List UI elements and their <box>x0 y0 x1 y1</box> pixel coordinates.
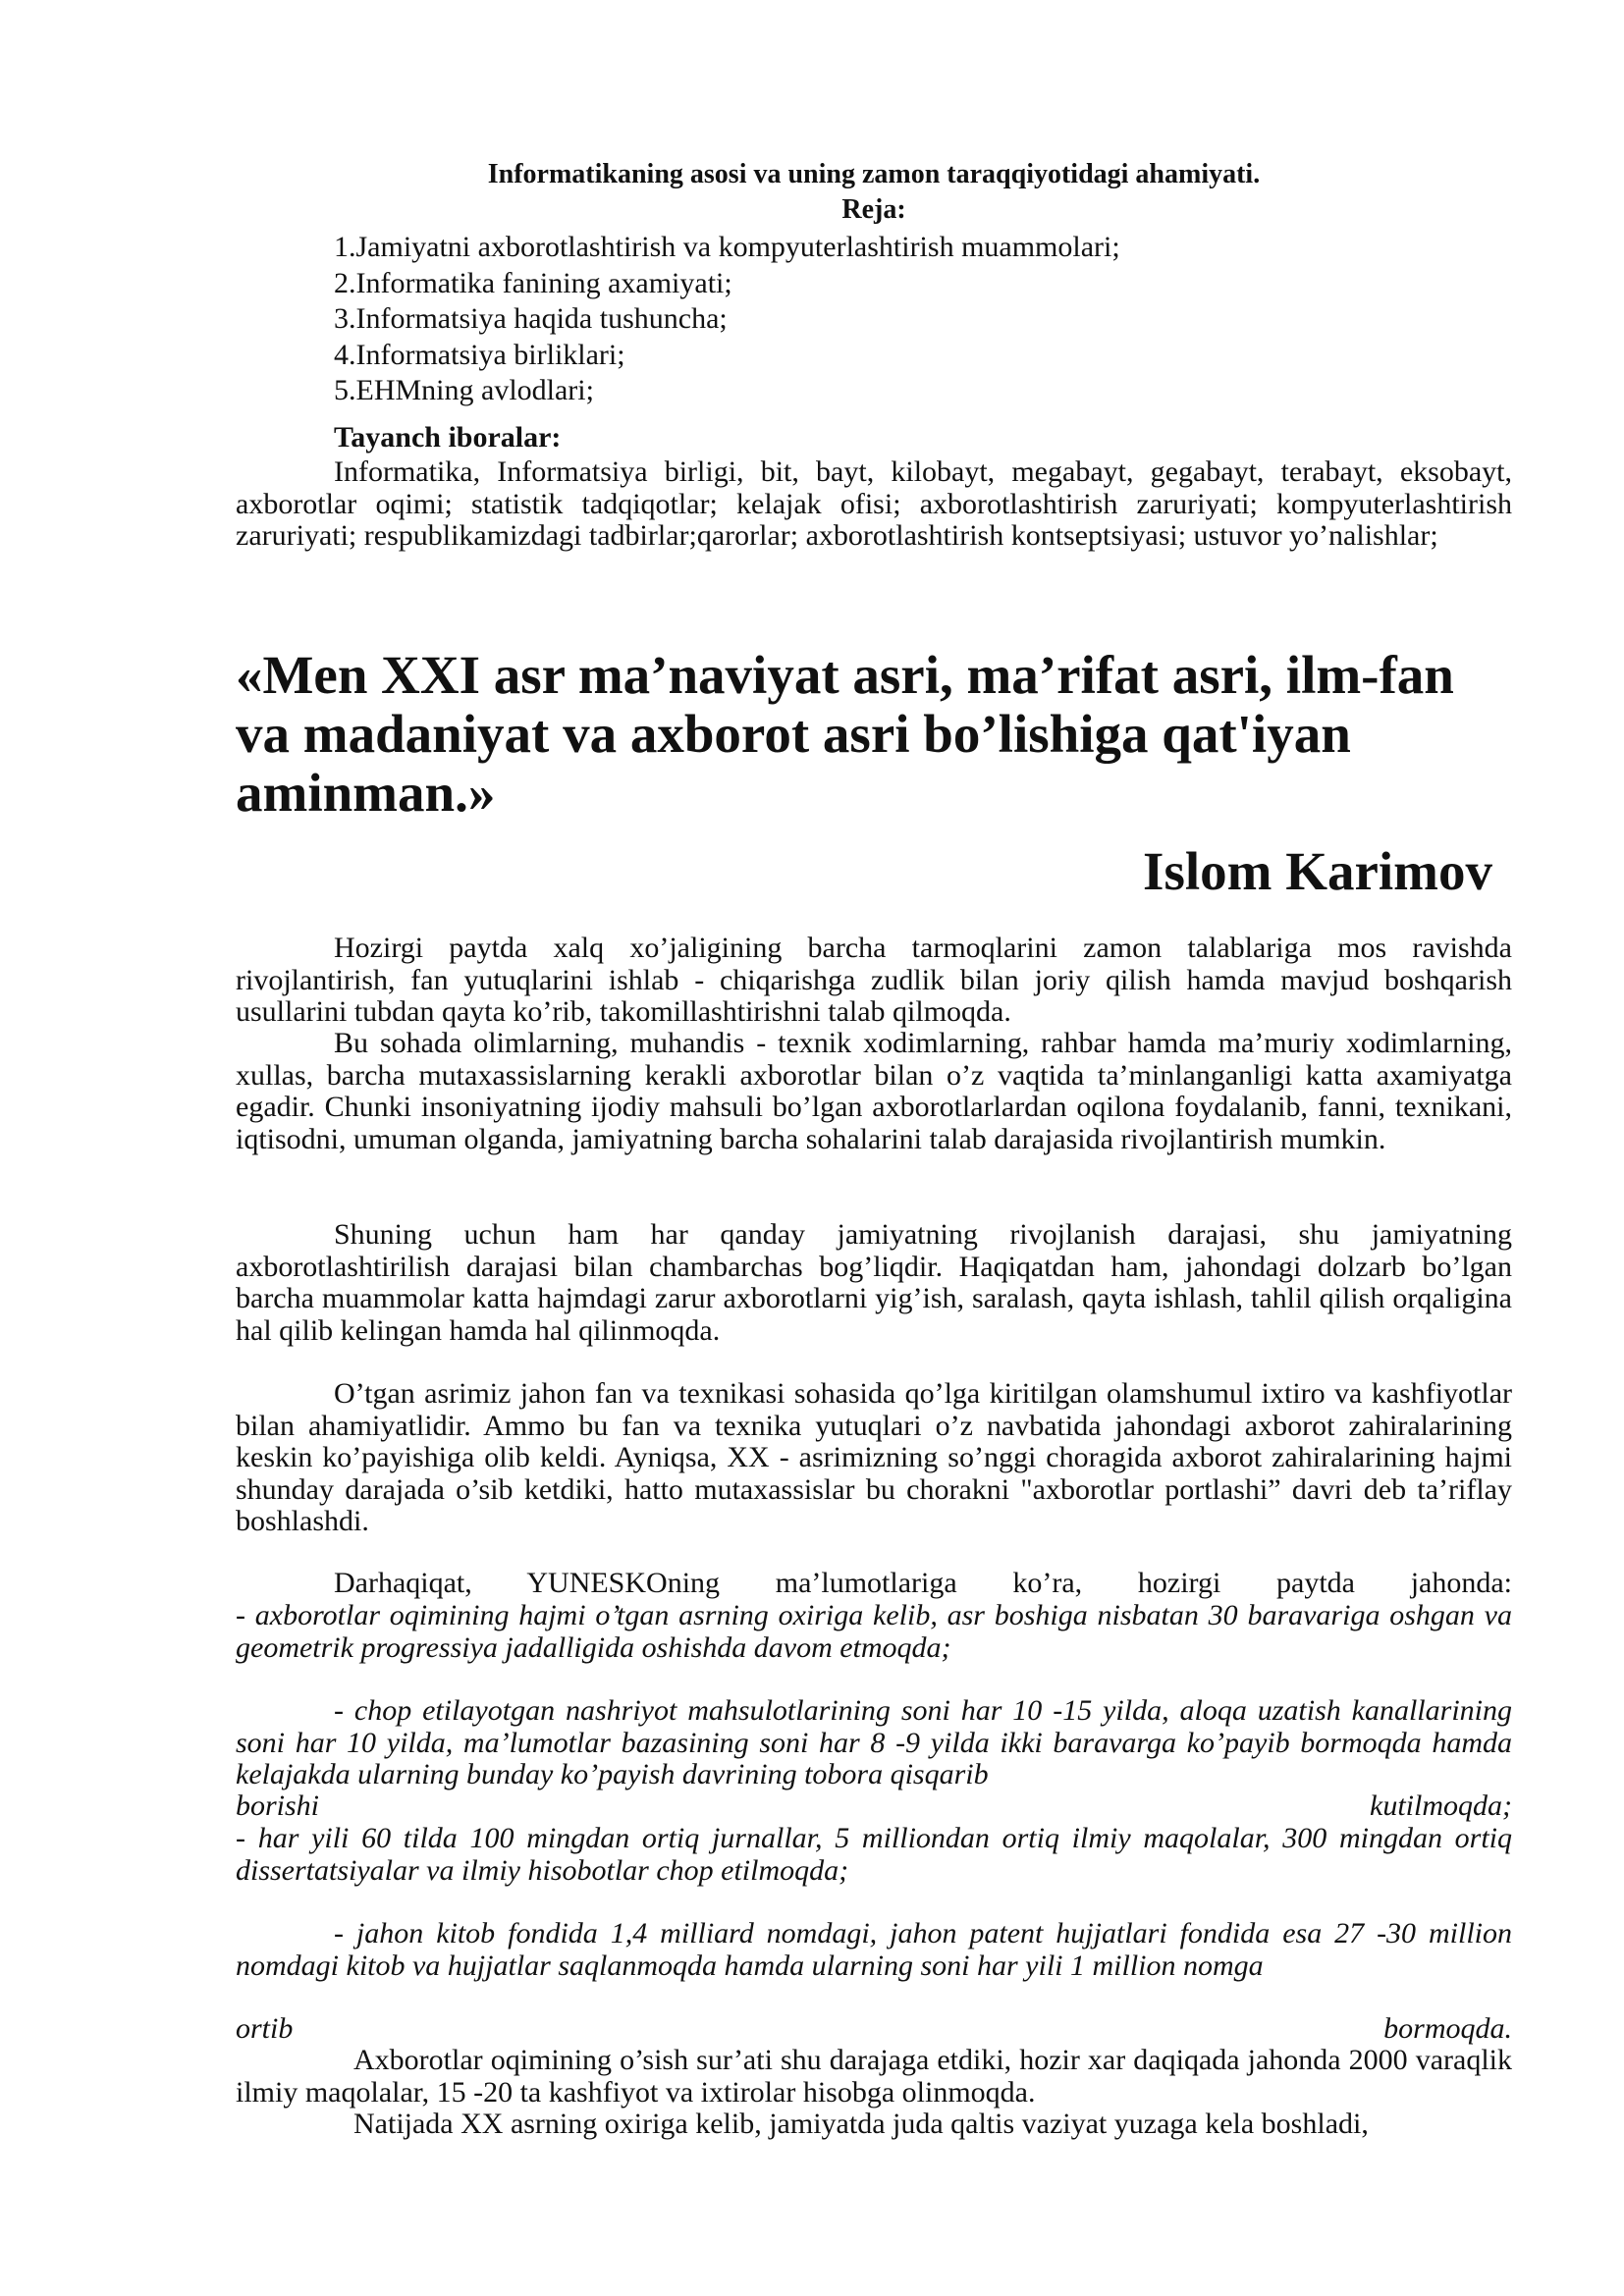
body-paragraph: Axborotlar oqimining o’sish sur’ati shu darajaga etdiki, hozir xar daqiqada jahonda 2000 varaqlik ilmiy maqolalar, 15 -20 ta kashfiyot va ixtirolar hisobga olinmoqda. <box>236 2044 1512 2109</box>
body-paragraph: Hozirgi paytda xalq xo’jaligining barcha tarmoqlarini zamon talablariga mos ravishda rivojlantirish, fan yutuqlarini ishlab - chiqarishga zudlik bilan joriy qilish hamda mavjud boshqarish usullarini tubdan qayta ko’rib, takomillashtirishni talab qilmoqda. <box>236 932 1512 1028</box>
keywords-heading: Tayanch iboralar: <box>334 421 562 454</box>
plan-item: 2.Informatika fanining axamiyati; <box>334 266 732 299</box>
bullet-item-tail: ortib bormoqda. <box>236 2012 1512 2045</box>
body-paragraph: Shuning uchun ham har qanday jamiyatning rivojlanish darajasi, shu jamiyatning axborotlashtirilish darajasi bilan chambarchas bog’liqdir. Haqiqatdan ham, jahondagi dolzarb bo’lgan barcha muammolar katta hajmdagi zarur axborotlarni yig’ish, saralash, qayta ishlash, tahlil qilish orqaligina hal qilib kelingan hamda hal qilinmoqda. <box>236 1218 1512 1347</box>
plan-heading: Reja: <box>841 194 906 225</box>
body-paragraph: Natijada XX asrning oxiriga kelib, jamiyatda juda qaltis vaziyat yuzaga kela boshladi, <box>353 2108 1369 2140</box>
body-paragraph: O’tgan asrimiz jahon fan va texnikasi sohasida qo’lga kiritilgan olamshumul ixtiro va kashfiyotlar bilan ahamiyatlidir. Ammo bu fan va texnika yutuqlari o’z navbatida jahondagi axborot zahiralarining keskin ko’payishiga olib keldi. Ayniqsa, XX - asrimizning so’nggi choragida axborot zahiralarining hajmi shunday darajada o’sib ketdiki, hatto mutaxassislar bu chorakni "axborotlar portlashi” davri deb ta’riflay boshlashdi. <box>236 1377 1512 1537</box>
quote-author: Islom Karimov <box>1143 841 1492 901</box>
unesco-intro: Darhaqiqat, YUNESKOning ma’lumotlariga ko’ra, hozirgi paytda jahonda: <box>334 1567 1512 1599</box>
bullet-item: - jahon kitob fondida 1,4 milliard nomdagi, jahon patent hujjatlari fondida esa 27 -30 million nomdagi kitob va hujjatlar saqlanmoqda hamda ularning soni har yili 1 million nomga <box>236 1917 1512 1982</box>
bullet-item: - axborotlar oqimining hajmi o’tgan asrning oxiriga kelib, asr boshiga nisbatan 30 baravariga oshgan va geometrik progressiya jadalligida oshishda davom etmoqda; <box>236 1599 1512 1664</box>
bullet-item: - har yili 60 tilda 100 mingdan ortiq jurnallar, 5 milliondan ortiq ilmiy maqolalar, 300 mingdan ortiq dissertatsiyalar va ilmiy hisobotlar chop etilmoqda; <box>236 1822 1512 1887</box>
body-paragraph: Bu sohada olimlarning, muhandis - texnik xodimlarning, rahbar hamda ma’muriy xodimlarning, xullas, barcha mutaxassislarning kerakli axborotlar bilan o’z vaqtida ta’minlanganligi katta axamiyatga egadir. Chunki insoniyatning ijodiy mahsuli bo’lgan axborotlarlardan oqilona foydalanib, fanni, texnikani, iqtisodni, umuman olganda, jamiyatning barcha sohalarini talab darajasida rivojlantirish mumkin. <box>236 1027 1512 1155</box>
plan-item: 3.Informatsiya haqida tushuncha; <box>334 302 728 335</box>
plan-item: 4.Informatsiya birliklari; <box>334 338 625 371</box>
plan-list <box>334 230 1120 409</box>
plan-item: 5.EHMning avlodlari; <box>334 374 594 406</box>
bullet-item: - chop etilayotgan nashriyot mahsulotlarining soni har 10 -15 yilda, aloqa uzatish kanallarining soni har 10 yilda, ma’lumotlar bazasining soni har 8 -9 yilda ikki baravarga ko’payib bormoqda hamda kelajakda ularning bunday ko’payish davrining tobora qisqarib <box>236 1694 1512 1790</box>
epigraph-quote: «Men XXI asr ma’naviyat asri, ma’rifat asri, ilm-fan va madaniyat va axborot asri bo’lishiga qat'iyan aminman.» <box>236 645 1454 823</box>
bullet-item-tail: borishi kutilmoqda; <box>236 1789 1512 1822</box>
keywords-text: Informatika, Informatsiya birligi, bit, bayt, kilobayt, megabayt, gegabayt, terabayt, eksobayt, axborotlar oqimi; statistik tadqiqotlar; kelajak ofisi; axborotlashtirish zaruriyati; kompyuterlashtirish zaruriyati; respublikamizdagi tadbirlar;qarorlar; axborotlashtirish kontseptsiyasi; ustuvor yo’nalishlar; <box>236 455 1512 552</box>
plan-item: 1.Jamiyatni axborotlashtirish va kompyuterlashtirish muammolari; <box>334 231 1120 263</box>
document-title: Informatikaning asosi va uning zamon taraqqiyotidagi ahamiyati. <box>487 159 1261 189</box>
